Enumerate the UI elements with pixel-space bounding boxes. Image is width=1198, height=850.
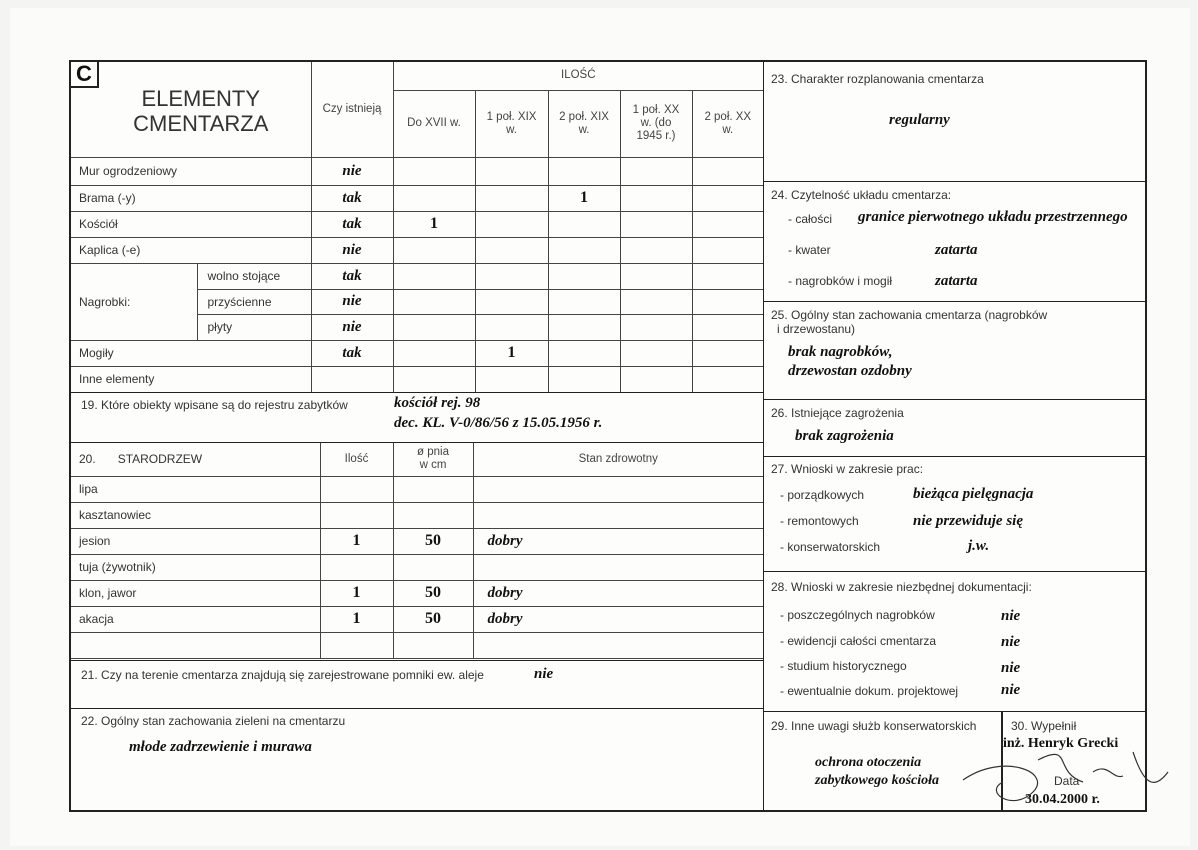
tree-qty: [320, 476, 393, 502]
quantity-cell: [692, 157, 763, 185]
s27-label: 27. Wnioski w zakresie prac:: [771, 462, 924, 476]
left-column: [71, 62, 764, 810]
s24-item-label: - całości: [788, 212, 833, 226]
s25-value2: drzewostan ozdobny: [788, 363, 912, 379]
s28-item-value: nie: [1001, 682, 1021, 698]
col-exists-header: Czy istnieją: [311, 62, 393, 157]
quantity-cell: [393, 289, 475, 314]
quantity-cell: [620, 263, 692, 289]
tree-name: lipa: [71, 476, 320, 502]
tree-row: [71, 580, 763, 606]
section-27: [763, 457, 1145, 572]
s24-item-value: zatarta: [935, 242, 978, 258]
tree-health: [473, 502, 763, 528]
tree-qty: [320, 632, 393, 658]
quantity-cell: [475, 157, 548, 185]
quantity-cell: [393, 237, 475, 263]
quantity-cell: [620, 157, 692, 185]
s27-item-label: - konserwatorskich: [780, 540, 881, 554]
tree-name: klon, jawor: [71, 580, 320, 606]
section-29-30: [763, 712, 1145, 810]
quantity-cell: [548, 157, 620, 185]
tree-name: kasztanowiec: [71, 502, 320, 528]
exists-value: tak: [311, 340, 393, 366]
element-row: [71, 237, 763, 263]
quantity-cell: [475, 366, 548, 392]
tree-diam: 50: [393, 580, 473, 606]
tree-row: [71, 528, 763, 554]
tree-diam: [393, 502, 473, 528]
s20-title: STARODRZEW: [117, 452, 203, 467]
date-value: 30.04.2000 r.: [1025, 792, 1100, 807]
tree-row: [71, 554, 763, 580]
s27-item-label: - remontowych: [780, 514, 859, 528]
s20-num: 20.: [79, 452, 96, 467]
filled-by-name: inż. Henryk Grecki: [1003, 736, 1119, 751]
s29-value2: zabytkowego kościoła: [815, 773, 940, 788]
quantity-cell: [393, 340, 475, 366]
s27-item-label: - porządkowych: [780, 488, 865, 502]
tree-qty: 1: [320, 528, 393, 554]
quantity-cell: [475, 237, 548, 263]
element-label: Kościół: [71, 211, 311, 237]
quantity-cell: 1: [548, 185, 620, 211]
s19-label: 19. Które obiekty wpisane są do rejestru zabytków: [81, 398, 348, 412]
exists-value: tak: [311, 185, 393, 211]
s29-value1: ochrona otoczenia: [815, 755, 922, 770]
element-label: Brama (-y): [71, 185, 311, 211]
old-trees-table: [71, 443, 763, 659]
right-column: [763, 62, 1145, 810]
tree-name: tuja (żywotnik): [71, 554, 320, 580]
s28-item-value: nie: [1001, 634, 1021, 650]
element-label: Mur ogrodzeniowy: [71, 157, 311, 185]
tree-diam: [393, 476, 473, 502]
tree-diam: [393, 554, 473, 580]
quantity-cell: [692, 263, 763, 289]
signature: [943, 732, 1183, 802]
exists-value: [311, 366, 393, 392]
element-label: Inne elementy: [71, 366, 311, 392]
s24-item-value: zatarta: [935, 273, 978, 289]
tree-row: [71, 632, 763, 658]
exists-value: nie: [311, 314, 393, 340]
cemetery-form-card-c: [69, 60, 1147, 812]
tree-health: dobry: [473, 580, 763, 606]
exists-value: nie: [311, 157, 393, 185]
s24-item-label: - kwater: [788, 243, 831, 257]
s28-item-label: - ewentualnie dokum. projektowej: [780, 684, 959, 698]
s27-item-value: nie przewiduje się: [913, 513, 1024, 529]
quantity-cell: [475, 263, 548, 289]
quantity-cell: 1: [475, 340, 548, 366]
quantity-cell: [692, 185, 763, 211]
tree-health: [473, 554, 763, 580]
period-header: 1 poł. XX w. (do 1945 r.): [620, 90, 692, 157]
s27-item-value: j.w.: [968, 538, 990, 554]
section-letter: C: [71, 62, 99, 88]
section-23: [763, 62, 1145, 182]
s26-label: 26. Istniejące zagrożenia: [771, 406, 904, 420]
tree-diam: [393, 632, 473, 658]
s29-label: 29. Inne uwagi służb konserwatorskich: [771, 719, 977, 733]
s20-title-cell: [71, 443, 320, 476]
quantity-cell: [692, 237, 763, 263]
tree-health: [473, 476, 763, 502]
s23-label: 23. Charakter rozplanowania cmentarza: [771, 72, 984, 86]
quantity-cell: [692, 340, 763, 366]
tree-qty: [320, 554, 393, 580]
quantity-cell: 1: [393, 211, 475, 237]
s28-item-label: - poszczególnych nagrobków: [780, 608, 935, 622]
title-cell: [71, 62, 311, 157]
element-label: Kaplica (-e): [71, 237, 311, 263]
quantity-cell: [548, 211, 620, 237]
element-label: przyścienne: [197, 289, 311, 314]
exists-value: tak: [311, 211, 393, 237]
s28-item-value: nie: [1001, 660, 1021, 676]
section-24: [763, 182, 1145, 302]
tree-row: [71, 502, 763, 528]
s22-value: młode zadrzewienie i murawa: [129, 739, 312, 755]
section-25: [763, 302, 1145, 400]
element-row: [71, 340, 763, 366]
tree-health: [473, 632, 763, 658]
col-health-header: Stan zdrowotny: [473, 443, 763, 476]
section-19: [71, 392, 763, 443]
quantity-cell: [620, 314, 692, 340]
quantity-cell: [620, 185, 692, 211]
period-header: Do XVII w.: [393, 90, 475, 157]
tree-name: [71, 632, 320, 658]
element-label: płyty: [197, 314, 311, 340]
tree-name: jesion: [71, 528, 320, 554]
quantity-cell: [475, 314, 548, 340]
s21-label: 21. Czy na terenie cmentarza znajdują się zarejestrowane pomniki ew. aleje: [81, 668, 484, 682]
tree-name: akacja: [71, 606, 320, 632]
period-header: 1 poł. XIX w.: [475, 90, 548, 157]
s25-label1: 25. Ogólny stan zachowania cmentarza (nagrobków: [771, 308, 1048, 322]
tree-health: dobry: [473, 606, 763, 632]
s28-item-value: nie: [1001, 608, 1021, 624]
section-21: [71, 660, 763, 709]
element-row: [71, 263, 763, 289]
quantity-cell: [620, 366, 692, 392]
s24-item-label: - nagrobków i mogił: [788, 274, 893, 288]
quantity-cell: [393, 366, 475, 392]
quantity-cell: [393, 185, 475, 211]
s28-label: 28. Wnioski w zakresie niezbędnej dokumentacji:: [771, 580, 1032, 594]
tree-row: [71, 476, 763, 502]
s24-label: 24. Czytelność układu cmentarza:: [771, 188, 952, 202]
s19-value1: kościół rej. 98: [394, 395, 481, 411]
s26-value: brak zagrożenia: [795, 428, 894, 444]
section-28: [763, 572, 1145, 712]
quantity-cell: [475, 185, 548, 211]
tree-qty: [320, 502, 393, 528]
date-label: Data: [1054, 774, 1080, 788]
element-row: [71, 211, 763, 237]
title-line1: ELEMENTY: [141, 86, 261, 112]
quantity-cell: [548, 340, 620, 366]
s28-item-label: - studium historycznego: [780, 659, 907, 673]
title-line2: CMENTARZA: [133, 111, 269, 137]
quantity-cell: [692, 314, 763, 340]
s30-label: 30. Wypełnił: [1011, 719, 1077, 733]
period-header: 2 poł. XX w.: [692, 90, 763, 157]
elements-table: [71, 62, 763, 393]
s25-value1: brak nagrobków,: [788, 344, 893, 360]
quantity-cell: [620, 289, 692, 314]
element-row: [71, 366, 763, 392]
tree-diam: 50: [393, 528, 473, 554]
tree-qty: 1: [320, 606, 393, 632]
section-26: [763, 400, 1145, 457]
s19-value2: dec. KL. V-0/86/56 z 15.05.1956 r.: [394, 415, 603, 431]
quantity-cell: [393, 314, 475, 340]
s25-label2: i drzewostanu): [777, 322, 856, 336]
quantity-cell: [548, 237, 620, 263]
tree-diam: 50: [393, 606, 473, 632]
exists-value: nie: [311, 237, 393, 263]
quantity-cell: [548, 366, 620, 392]
quantity-cell: [475, 289, 548, 314]
quantity-cell: [692, 366, 763, 392]
s24-item-value: granice pierwotnego układu przestrzennego: [858, 209, 1128, 225]
group-label: Nagrobki:: [71, 263, 197, 340]
exists-value: tak: [311, 263, 393, 289]
tree-qty: 1: [320, 580, 393, 606]
quantity-cell: [393, 157, 475, 185]
quantity-cell: [620, 237, 692, 263]
section-22: [71, 709, 763, 810]
quantity-cell: [548, 314, 620, 340]
col-diam-header: ø pnia w cm: [393, 443, 473, 476]
element-row: [71, 185, 763, 211]
quantity-cell: [692, 289, 763, 314]
quantity-cell: [692, 211, 763, 237]
s23-value: regularny: [889, 112, 950, 128]
element-row: [71, 157, 763, 185]
quantity-cell: [475, 211, 548, 237]
col-quantity-header: ILOŚĆ: [393, 62, 763, 90]
quantity-cell: [620, 211, 692, 237]
tree-health: dobry: [473, 528, 763, 554]
exists-value: nie: [311, 289, 393, 314]
element-label: Mogiły: [71, 340, 311, 366]
quantity-cell: [548, 263, 620, 289]
s21-value: nie: [534, 666, 554, 682]
quantity-cell: [393, 263, 475, 289]
s28-item-label: - ewidencji całości cmentarza: [780, 634, 937, 648]
period-header: 2 poł. XIX w.: [548, 90, 620, 157]
col-qty-header: Ilość: [320, 443, 393, 476]
quantity-cell: [620, 340, 692, 366]
s27-item-value: bieżąca pielęgnacja: [913, 486, 1034, 502]
tree-row: [71, 606, 763, 632]
quantity-cell: [548, 289, 620, 314]
s22-label: 22. Ogólny stan zachowania zieleni na cmentarzu: [81, 714, 346, 728]
element-label: wolno stojące: [197, 263, 311, 289]
